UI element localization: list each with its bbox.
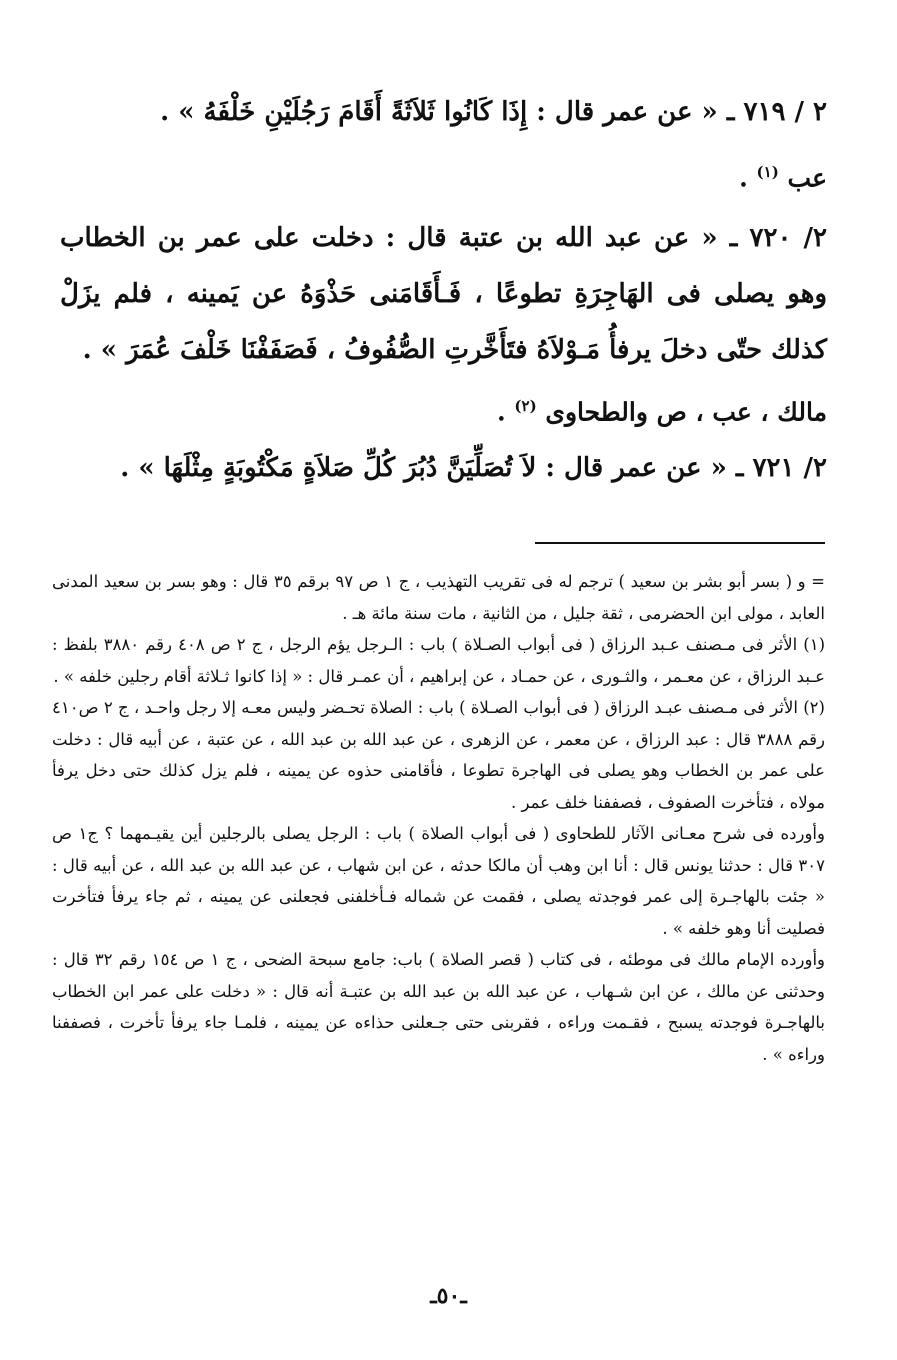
footnote-separator — [535, 542, 825, 544]
source-tail: . — [496, 397, 506, 427]
source-text: عب — [787, 163, 827, 193]
hadith-719 — [60, 84, 827, 140]
hadith-number: ٢/ ٧٢٠ ـ — [729, 223, 827, 253]
footnote-1: (١) الأثر فى مـصنف عـبد الرزاق ( فى أبواب الصـلاة ) باب : الـرجل يؤم الرجل ، ج ٢ ص ٤٠٨ رقم ٣٨٨٠ بلفظ : عـبد الرزاق ، عن معـمر ، والثـورى ، عن حمـاد ، عن إبراهيم ، أن عمـر قال : « إذا كانوا ثـلاثة أقام رجلين خلفه » . — [52, 635, 825, 686]
footnote-2-malik: وأورده الإمام مالك فى موطئه ، فى كتاب ( قصر الصلاة ) باب: جامع سبحة الضحى ، ج ١ ص ١٥٤ رقم ٣٢ قال : وحدثنى عن مالك ، عن ابن شـهاب ، عن عبد الله بن عبد الله بن عتبـة أنه قال : « دخلت على عمر ابن الخطاب بالهاجـرة فوجدته يسبح ، فقـمت وراءه ، فقربنى حتى جـعلنى حذاءه عن يمينه ، فلمـا جاء يرفأ تأخرت ، فصففنا وراءه » . — [52, 950, 826, 1064]
footnote-marker: (٢) — [514, 397, 537, 415]
source-text: مالك ، عب ، ص والطحاوى — [545, 397, 827, 427]
source-719 — [60, 152, 827, 198]
hadith-721 — [60, 440, 827, 496]
footnotes — [52, 566, 825, 1070]
footnote-2: (٢) الأثر فى مـصنف عبـد الرزاق ( فى أبواب الصـلاة ) باب : الصلاة تحـضر وليس معـه إلا رجل واحـد ، ج ٢ ص٤١٠ رقم ٣٨٨٨ قال : عبد الرزاق ، عن معمر ، عن الزهرى ، عن عبد الله بن عبد الله ، عن عتبة ، عن أبيه قال : دخلت على عمر بن الخطاب وهو يصلى فى الهاجرة تطوعا ، فأقامنى حذوه عن يمينه ، فلم يزل كذلك حتى دخل يرفأ مولاه ، فتأخرت الصفوف ، فصففنا خلف عمر . — [52, 698, 825, 812]
footnote-2-tahawi: وأورده فى شرح معـانى الآثار للطحاوى ( فى أبواب الصلاة ) باب : الرجل يصلى بالرجلين أين يقيـمهما ؟ ج١ ص ٣٠٧ قال : حدثنا يونس قال : أنا ابن وهب أن مالكا حدثه ، عن ابن شهاب ، عن عبد الله بن عبد الله ، عن أبيه قال : « جئت بالهاجـرة إلى عمر فوجدته يصلى ، فقمت عن شماله فـأخلفنى فجعلنى عن يمينه ، ثم جاء يرفأ فتأخرت فصليت أنا وهو خلفه » . — [52, 824, 825, 938]
source-tail: . — [739, 163, 748, 193]
hadith-number: ٢/ ٧٢١ ـ — [735, 453, 827, 483]
hadith-text: « عن عبد الله بن عتبة قال : دخلت على عمر بن الخطاب وهو يصلى فى الهَاجِرَةِ تطوعًا ، فَـأَقَامَنى حَذْوَهُ عن يَمينه ، فلم يزَلْ كذلك حتّى دخلَ يرفأُ مَـوْلاَهُ فتَأَخَّرتِ الصُّفُوفُ ، فَصَفَفْنَا خَلْفَ عُمَرَ » . — [60, 223, 827, 365]
footnote-continuation: = و ( بسر أبو بشر بن سعيد ) ترجم له فى تقريب التهذيب ، ج ١ ص ٩٧ برقم ٣٥ قال : وهو بسر بن سعيد المدنى العابد ، مولى ابن الحضرمى ، ثقة جليل ، من الثانية ، مات سنة مائة هـ . — [52, 572, 825, 623]
page-number: ـ٥٠ـ — [430, 1283, 467, 1309]
hadith-number: ٢ / ٧١٩ ـ — [726, 97, 827, 127]
hadith-text: « عن عمر قال : إِذَا كَانُوا ثَلاَثَةً أَقَامَ رَجُلَيْنِ خَلْفَهُ » . — [160, 97, 718, 127]
footnote-marker: (١) — [756, 163, 779, 181]
hadith-720 — [60, 210, 827, 378]
hadith-text: « عن عمر قال : لاَ تُصَلِّيَنَّ دُبُرَ كُلِّ صَلاَةٍ مَكْتُوبَةٍ مِثْلَهَا » . — [120, 453, 727, 483]
source-720 — [60, 386, 827, 432]
